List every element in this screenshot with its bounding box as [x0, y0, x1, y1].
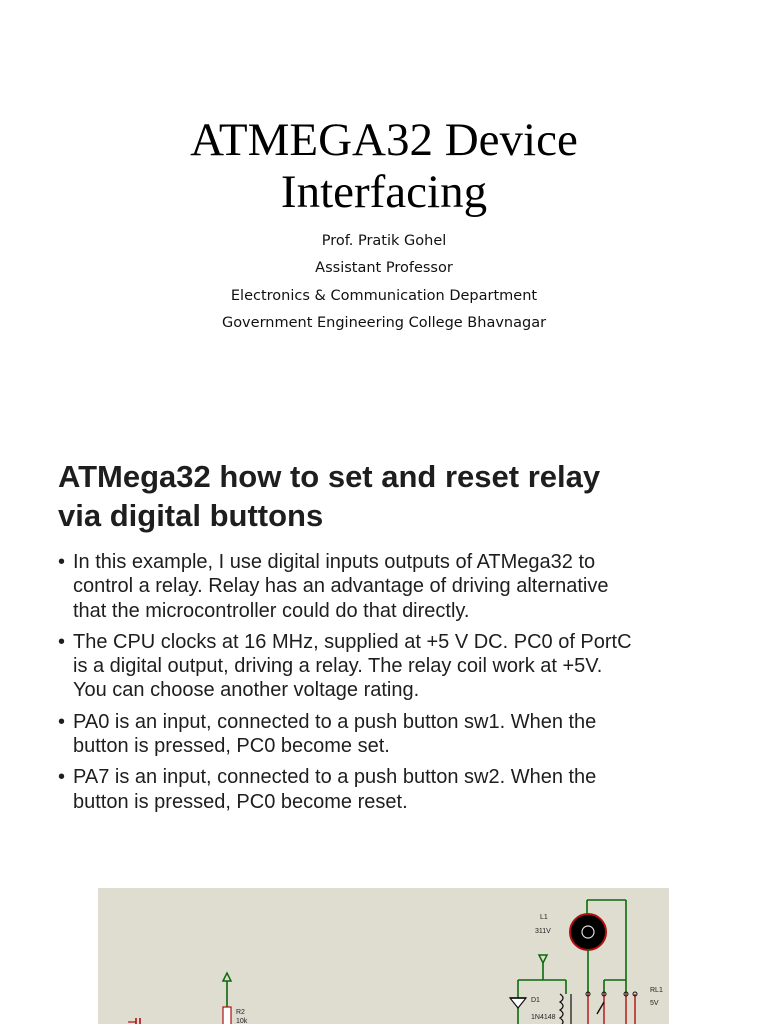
heading-line-2: via digital buttons — [58, 498, 324, 533]
title-slide — [0, 0, 768, 420]
relay-ref-label: RL1 — [650, 987, 663, 994]
capacitor-left — [128, 1018, 140, 1024]
relay-value-label: 5V — [650, 1000, 659, 1007]
bullet-line: that the microcontroller could do that directly. — [73, 599, 470, 622]
diode-value-label: 1N4148 — [531, 1014, 556, 1021]
lamp-body — [570, 914, 606, 950]
resistor-value-label: 10k — [236, 1018, 248, 1024]
title-line-2: Interfacing — [280, 166, 488, 218]
bullet-line: button is pressed, PC0 become reset. — [73, 790, 408, 813]
bullet-line: PA7 is an input, connected to a push button sw2. When the — [73, 766, 597, 789]
lamp-ref-label: L1 — [540, 914, 548, 921]
bullet-dot: • — [58, 551, 66, 573]
resistor-ref-label: R2 — [236, 1009, 245, 1016]
author-department: Electronics & Communication Department — [230, 287, 538, 304]
diode-d1 — [510, 955, 571, 1024]
relay-coil — [560, 994, 563, 1024]
bullet-line: is a digital output, driving a relay. The relay coil work at +5V. — [73, 655, 603, 678]
lamp-value-label: 311V — [535, 928, 551, 935]
content-slide — [0, 420, 768, 1024]
vcc-arrow — [223, 973, 231, 981]
lamp-l1 — [535, 900, 626, 980]
bullet-line: You can choose another voltage rating. — [73, 679, 420, 702]
resistor-r2 — [223, 973, 248, 1024]
bullet-line: control a relay. Relay has an advantage of driving alternative — [73, 575, 609, 598]
content-slide-heading — [58, 457, 718, 535]
bullet-item — [58, 710, 718, 759]
bullet-line: In this example, I use digital inputs outputs of ATMega32 to — [73, 551, 596, 573]
diode-ref-label: D1 — [531, 997, 540, 1004]
relay-rl1 — [586, 950, 663, 1024]
bullet-line: The CPU clocks at 16 MHz, supplied at +5 V DC. PC0 of PortC — [73, 630, 632, 653]
bullet-line: PA0 is an input, connected to a push button sw1. When the — [73, 710, 597, 733]
author-info — [0, 228, 768, 337]
bullet-item — [58, 550, 718, 623]
bullet-line: button is pressed, PC0 become set. — [73, 735, 390, 758]
relay-switch-arm — [597, 1002, 604, 1014]
relay-schematic — [98, 888, 669, 1024]
schematic-drawing — [98, 888, 669, 1024]
author-name: Prof. Pratik Gohel — [321, 233, 447, 249]
diode-body — [510, 998, 526, 1008]
resistor-body — [223, 1007, 231, 1024]
title-line-1: ATMEGA32 Device — [190, 114, 578, 166]
author-college: Government Engineering College Bhavnagar — [221, 314, 547, 331]
bullet-list — [58, 550, 718, 821]
heading-line-1: ATMega32 how to set and reset relay — [58, 459, 601, 494]
bullet-dot: • — [58, 630, 66, 653]
bullet-item — [58, 630, 718, 703]
bullet-dot: • — [58, 766, 66, 789]
bullet-item — [58, 765, 718, 814]
ground-arrow — [539, 955, 547, 963]
bullet-dot: • — [58, 710, 66, 733]
title-slide-heading — [0, 114, 768, 218]
author-position: Assistant Professor — [315, 260, 453, 277]
